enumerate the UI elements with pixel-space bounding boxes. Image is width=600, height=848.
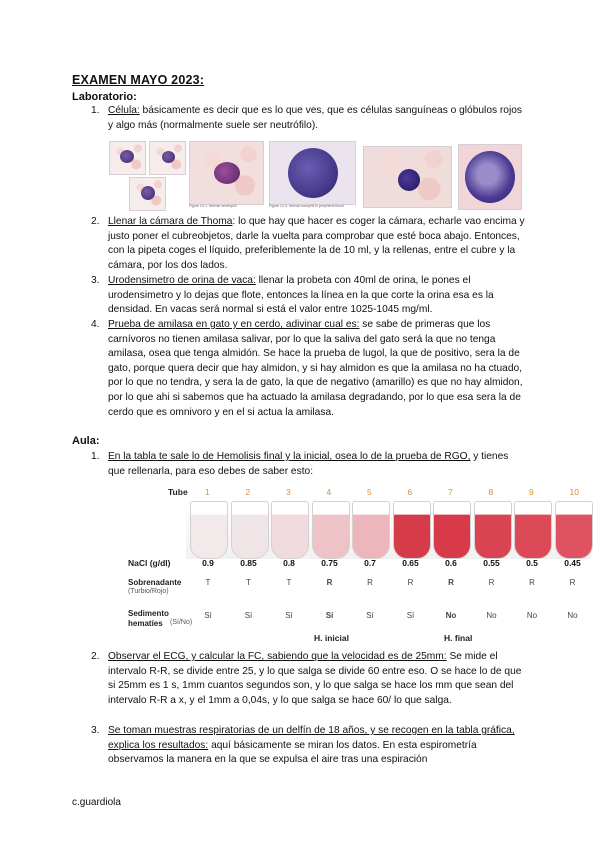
item-number: 4. — [91, 319, 100, 330]
neutrophil-image — [189, 141, 264, 205]
tube-photo-10 — [555, 501, 593, 559]
sobrenadante-value: R — [488, 578, 495, 587]
tube-number: 5 — [367, 487, 372, 497]
tube-number: 8 — [488, 487, 494, 497]
sedimento-value: Sí — [244, 611, 253, 620]
sobrenadante-value: R — [326, 578, 333, 587]
item-number: 1. — [91, 105, 100, 116]
aula-item-2 — [91, 650, 528, 708]
sedimento-value: Sí — [406, 611, 415, 620]
item-number: 1. — [91, 451, 100, 462]
sedimento-value: Sí — [325, 611, 334, 620]
lab-item-2 — [91, 215, 528, 273]
sedimento-label-2: hematíes — [128, 619, 163, 628]
lab-item-1 — [91, 104, 528, 133]
nacl-value: 0.9 — [202, 558, 214, 568]
sedimento-value: Sí — [204, 611, 212, 620]
lab-item-4 — [91, 318, 528, 420]
nacl-value: 0.8 — [283, 558, 295, 568]
item-text: Se mide el intervalo R-R, se divide entre 25, y lo que salga se divide 60 entre eso. O se hace lo de que si 25mm es 1 s, 1mm cuantos segundos son, y lo que salga se hace los mm que sean del intervalo R-R a x, y el 1mm a 0,04s, y lo que salga se hace 60/ lo que salga. — [108, 651, 522, 706]
aula-item-3 — [91, 724, 528, 768]
tube-number: 3 — [286, 487, 291, 497]
nacl-value: 0.65 — [402, 558, 419, 568]
sedimento-value: Sí — [366, 611, 374, 620]
nacl-value: 0.75 — [321, 558, 338, 568]
sobrenadante-value: T — [205, 578, 211, 587]
sedimento-value: No — [567, 611, 578, 620]
sobrenadante-sub: (Turbio/Rojo) — [128, 588, 169, 595]
tube-number: 2 — [245, 487, 251, 497]
sedimento-value: No — [445, 611, 457, 620]
h-final-label: H. final — [444, 633, 473, 643]
sedimento-sub: (Sí/No) — [170, 619, 193, 626]
tubes-photo — [186, 499, 591, 559]
item-lead: En la tabla te sale lo de Hemolisis final y la inicial, osea lo de la prueba de RGO, — [108, 451, 471, 462]
item-lead: Llenar la cámara de Thoma — [108, 216, 233, 227]
sobrenadante-label: Sobrenadante — [128, 578, 182, 587]
tube-photo-7 — [433, 501, 471, 559]
tube-photo-8 — [474, 501, 512, 559]
figure-caption-2: Figure 12-4. Normal basophil in peripheral blood — [269, 204, 344, 208]
tube-number: 1 — [205, 487, 210, 497]
lymphocyte-image — [363, 146, 452, 208]
nacl-value: 0.5 — [526, 558, 538, 568]
h-inicial-label: H. inicial — [314, 633, 349, 643]
basophil-image — [269, 141, 356, 205]
item-text: se sabe de primeras que los carnívoros no tienen amilasa salivar, por lo que la saliva del gato será la que no tenga amilasa, osea que tenga almidón. Se hace la prueba de lugol, la que de positivo, sera la de gato, porque quera decir que hay almidon, y si hay almidon es que la amilasa no ha ctuado, por lo que no tendra, y sera la de gato, la que de negativo (amarillo) es que no hay almidon, por lo que ahi si sabemos que ha actuado la amilasa degradando, por lo que esa sera la de cerdo que es omnivoro y en el si actua la amilasa. — [108, 319, 523, 418]
item-lead: Prueba de amilasa en gato y en cerdo, adivinar cual es: — [108, 319, 360, 330]
item-number: 3. — [91, 725, 100, 736]
sobrenadante-value: R — [407, 578, 414, 587]
aula-item-1 — [91, 450, 528, 479]
sedimento-value: No — [526, 611, 538, 620]
item-text: : lo que hay que hacer es coger la cámara, echarle vao encima y justo poner el cubreobjetos, darle la vuelta para comprobar que esté boca abajo. Entonces, con la pipeta coges el líquido, preferiblemente la de 10 ml, y la rellenas, entre el cubre y la cámara, por los dos lados. — [108, 216, 525, 271]
tube-photo-5 — [352, 501, 390, 559]
cell-image-1 — [109, 141, 146, 175]
item-number: 3. — [91, 275, 100, 286]
hemolysis-tube-table — [128, 485, 593, 647]
item-text: básicamente es decir que es lo que ves, que es células sanguíneas o glóbulos rojos y algo más (normalmente suele ser neutrófilo). — [108, 105, 522, 131]
tube-number: 4 — [326, 487, 332, 497]
item-lead: Se toman muestras respiratorias de un delfín de 18 años, y se recogen en la tabla gráfica, explica los resultados: — [108, 725, 515, 751]
nacl-label: NaCl (g/dl) — [128, 558, 171, 568]
tube-number: 7 — [448, 487, 453, 497]
sedimento-label: Sedimento — [128, 609, 169, 618]
cell-image-3 — [129, 177, 166, 211]
figure-caption-1: Figure 10-1. Normal neutrophil — [189, 204, 237, 208]
nacl-value: 0.85 — [240, 558, 257, 568]
page-title: EXAMEN MAYO 2023: — [72, 73, 205, 87]
item-lead: Urodensimetro de orina de vaca: — [108, 275, 256, 286]
tube-photo-6 — [393, 501, 431, 559]
sobrenadante-value: T — [246, 578, 251, 587]
section-heading-laboratorio: Laboratorio: — [72, 91, 137, 103]
tube-photo-9 — [514, 501, 552, 559]
tube-photo-3 — [271, 501, 309, 559]
sobrenadante-value: R — [569, 578, 576, 587]
nacl-value: 0.45 — [564, 558, 581, 568]
tube-photo-4 — [312, 501, 350, 559]
tube-number: 10 — [569, 487, 579, 497]
tube-photo-1 — [190, 501, 228, 559]
item-lead: Célula: — [108, 105, 140, 116]
item-text: y tienes que rellenarla, para eso debes de saber esto: — [108, 451, 509, 477]
tube-photo-2 — [231, 501, 269, 559]
monocyte-image — [458, 144, 522, 210]
tube-number: 6 — [407, 487, 413, 497]
nacl-value: 0.55 — [483, 558, 500, 568]
sobrenadante-value: R — [529, 578, 535, 587]
sedimento-value: Sí — [285, 611, 293, 620]
item-lead: Observar el ECG, y calcular la FC, sabiendo que la velocidad es de 25mm: — [108, 651, 447, 662]
sobrenadante-value: R — [448, 578, 454, 587]
item-text: llenar la probeta con 40ml de orina, le pones el urodensimetro y lo dejas que flote, entonces la línea en la que corte la orina esa es la densidad. En vacas será normal si está el valor entre 1025-1045 mg/ml. — [108, 275, 494, 316]
nacl-value: 0.7 — [364, 558, 376, 568]
sobrenadante-value: R — [367, 578, 373, 587]
nacl-value: 0.6 — [445, 558, 457, 568]
tube-number: 9 — [529, 487, 534, 497]
section-heading-aula: Aula: — [72, 435, 100, 447]
lab-item-3 — [91, 274, 528, 318]
tube-row-label: Tube — [168, 487, 188, 497]
item-number: 2. — [91, 216, 100, 227]
sobrenadante-value: T — [286, 578, 292, 587]
footer-author: c.guardiola — [72, 797, 121, 808]
sedimento-value: No — [486, 611, 497, 620]
blood-cell-images — [109, 141, 549, 212]
cell-image-2 — [149, 141, 186, 175]
item-number: 2. — [91, 651, 100, 662]
item-text: aquí básicamente se miran los datos. En esta espirometría observamos la manera en la que se expulsa el aire tras una espiración — [108, 739, 477, 766]
